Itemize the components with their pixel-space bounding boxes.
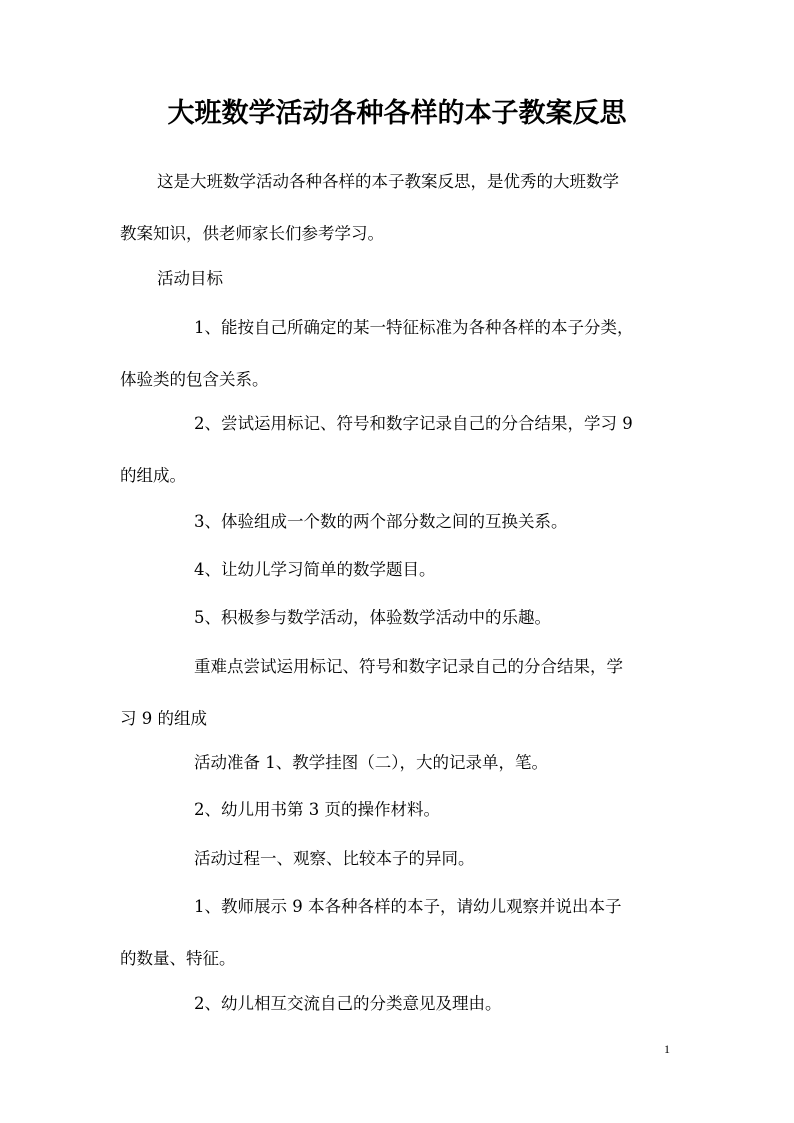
text-line: 的组成。: [120, 466, 186, 485]
section-heading-objectives: [120, 253, 676, 305]
text-line: 的数量、特征。: [120, 949, 236, 968]
process-item-2: [120, 978, 676, 1030]
text-line: 4、让幼儿学习简单的数学题目。: [194, 560, 436, 579]
text-line: 体验类的包含关系。: [120, 370, 269, 389]
text-line: 2、幼儿相互交流自己的分类意见及理由。: [194, 994, 502, 1013]
objective-item-1: [120, 302, 676, 406]
preparation-item-1: [120, 737, 676, 789]
text-line: 这是大班数学活动各种各样的本子教案反思，是优秀的大班数学: [157, 172, 619, 191]
objective-item-3: [120, 496, 676, 548]
process-heading: [120, 833, 676, 885]
preparation-item-2: [120, 784, 676, 836]
page-title: 大班数学活动各种各样的本子教案反思: [167, 98, 627, 129]
process-item-1: [120, 881, 676, 985]
text-line: 活动准备 1、教学挂图（二），大的记录单，笔。: [194, 753, 548, 772]
text-line: 2、尝试运用标记、符号和数字记录自己的分合结果，学习 9: [194, 414, 633, 433]
text-line: 活动目标: [157, 269, 223, 288]
key-points-paragraph: [120, 641, 676, 745]
text-line: 3、体验组成一个数的两个部分数之间的互换关系。: [194, 512, 568, 531]
objective-item-2: [120, 398, 676, 502]
intro-paragraph: [120, 156, 676, 260]
text-line: 1、教师展示 9 本各种各样的本子，请幼儿观察并说出本子: [194, 897, 622, 916]
text-line: 5、积极参与数学活动，体验数学活动中的乐趣。: [194, 608, 551, 627]
objective-item-5: [120, 592, 676, 644]
text-line: 习 9 的组成: [120, 709, 207, 728]
text-line: 重难点尝试运用标记、符号和数字记录自己的分合结果，学: [194, 657, 623, 676]
text-line: 2、幼儿用书第 3 页的操作材料。: [194, 800, 440, 819]
text-line: 1、能按自己所确定的某一特征标准为各种各样的本子分类，: [194, 318, 634, 337]
text-line: 教案知识，供老师家长们参考学习。: [120, 224, 384, 243]
objective-item-4: [120, 544, 676, 596]
text-line: 活动过程一、观察、比较本子的异同。: [194, 849, 475, 868]
page-number: 1: [664, 1042, 670, 1056]
